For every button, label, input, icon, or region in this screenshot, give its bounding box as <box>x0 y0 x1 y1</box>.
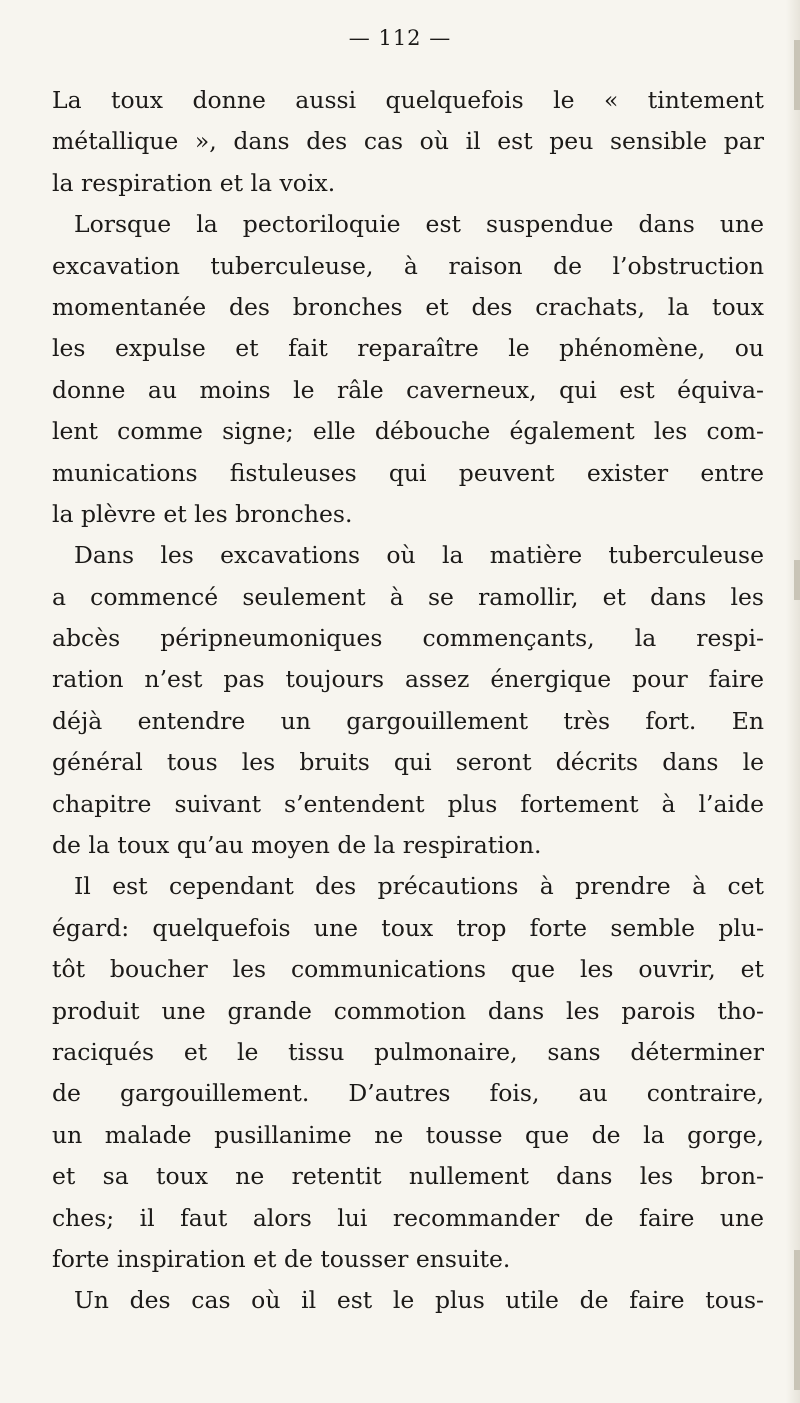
text-line: excavation tuberculeuse, à raison de l’obstruction <box>52 251 764 280</box>
text-line: un malade pusillanime ne tousse que de la gorge, <box>52 1120 764 1149</box>
page-edge-mark <box>794 560 800 600</box>
text-line: la respiration et la voix. <box>52 168 336 197</box>
paragraph-start-line: Il est cependant des précautions à prendre à cet <box>74 872 764 901</box>
paragraph-start-line: Dans les excavations où la matière tuberculeuse <box>74 541 764 570</box>
text-line: et sa toux ne retentit nullement dans les bron- <box>52 1162 764 1191</box>
text-line: momentanée des bronches et des crachats, la toux <box>52 292 764 321</box>
text-line: égard: quelquefois une toux trop forte semble plu- <box>52 913 764 942</box>
text-line: forte inspiration et de tousser ensuite. <box>52 1244 511 1273</box>
text-line: donne au moins le râle caverneux, qui est équiva- <box>52 375 764 404</box>
paragraph-start-line: Lorsque la pectoriloquie est suspendue dans une <box>74 210 764 239</box>
text-line: déjà entendre un gargouillement très fort. En <box>52 706 764 735</box>
page-edge-shadow <box>786 0 800 1403</box>
text-line: ration n’est pas toujours assez énergique pour faire <box>52 665 764 694</box>
text-line: lent comme signe; elle débouche également les com- <box>52 417 764 446</box>
text-line: tôt boucher les communications que les ouvrir, et <box>52 955 764 984</box>
text-line: général tous les bruits qui seront décrits dans le <box>52 748 764 777</box>
text-line: munications fistuleuses qui peuvent exister entre <box>52 458 764 487</box>
text-line: métallique », dans des cas où il est peu sensible par <box>52 127 764 156</box>
text-line: raciqués et le tissu pulmonaire, sans déterminer <box>52 1037 764 1066</box>
text-line: a commencé seulement à se ramollir, et dans les <box>52 582 764 611</box>
text-line: la plèvre et les bronches. <box>52 499 353 528</box>
text-line: les expulse et fait reparaître le phénomène, ou <box>52 334 764 363</box>
text-line: La toux donne aussi quelquefois le « tintement <box>52 86 764 114</box>
text-line: produit une grande commotion dans les parois tho- <box>52 996 764 1025</box>
body-text <box>52 80 764 1322</box>
page-edge-mark <box>794 40 800 110</box>
text-line: ches; il faut alors lui recommander de faire une <box>52 1203 764 1232</box>
text-line: abcès péripneumoniques commençants, la respi- <box>52 624 764 653</box>
page-edge-mark <box>794 1250 800 1390</box>
page-number: — 112 — <box>348 26 452 50</box>
text-line: de la toux qu’au moyen de la respiration. <box>52 831 542 860</box>
text-line: chapitre suivant s’entendent plus fortement à l’aide <box>52 789 764 818</box>
text-line: de gargouillement. D’autres fois, au contraire, <box>52 1079 764 1108</box>
paragraph-start-line: Un des cas où il est le plus utile de faire tous- <box>74 1286 764 1315</box>
